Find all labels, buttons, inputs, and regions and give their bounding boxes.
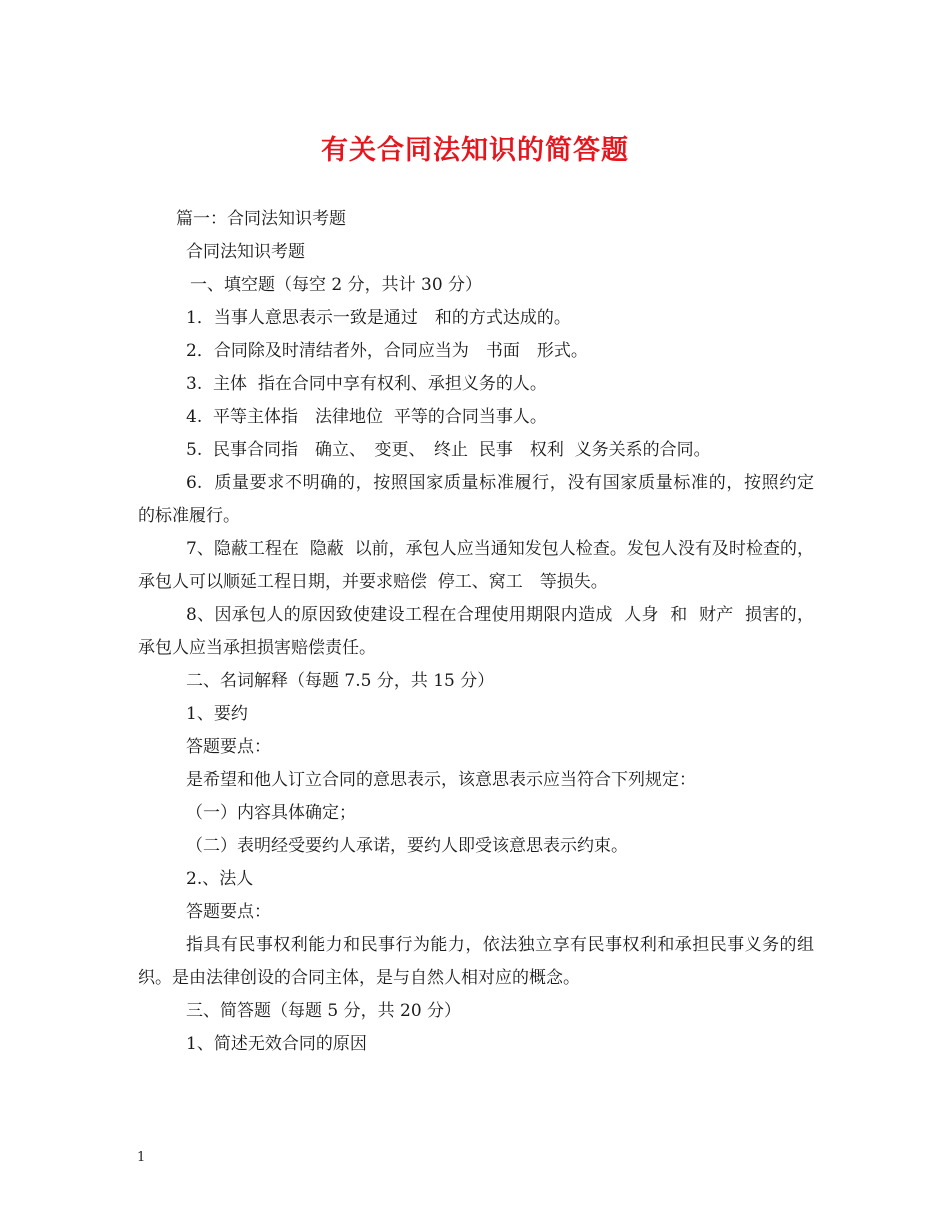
question-item: 6. 质量要求不明确的，按照国家质量标准履行，没有国家质量标准的，按照约定 的标准履行。 — [138, 473, 831, 526]
answer-text: 指具有民事权利能力和民事行为能力，依法独立享有民事权利和承担民事义务的组织。是由法律创设的合同主体，是与自然人相对应的概念。 — [138, 935, 814, 988]
term-heading: 1、要约 — [186, 704, 248, 724]
section-heading: 二、名词解释（每题 7.5 分，共 15 分） — [186, 671, 495, 691]
question-item: 4. 平等主体指 法律地位 平等的合同当事人。 — [186, 407, 547, 427]
page-number: 1 — [137, 1150, 146, 1165]
document-body — [138, 203, 831, 1061]
section-heading: 篇一：合同法知识考题 — [176, 209, 346, 229]
question-item: 1．当事人意思表示一致是通过 和的方式达成的。 — [186, 308, 571, 328]
question-item: 7、隐蔽工程在 隐蔽 以前，承包人应当通知发包人检查。发包人没有及时检查的，承包人可以顺延工程日期，并要求赔偿 停工、窝工 等损失。 — [138, 539, 814, 592]
term-heading: 2.、法人 — [186, 869, 254, 889]
question-item: 2．合同除及时清结者外，合同应当为 书面 形式。 — [186, 341, 588, 361]
answer-text: （二）表明经受要约人承诺，要约人即受该意思表示约束。 — [186, 836, 628, 856]
answer-text: （一）内容具体确定； — [186, 803, 356, 823]
question-item: 3. 主体 指在合同中享有权利、承担义务的人。 — [186, 374, 547, 394]
answer-text: 是希望和他人订立合同的意思表示，该意思表示应当符合下列规定： — [186, 770, 696, 790]
answer-label: 答题要点： — [186, 902, 271, 922]
subtitle: 合同法知识考题 — [186, 242, 305, 262]
section-heading: 三、简答题（每题 5 分，共 20 分） — [186, 1001, 462, 1021]
question-item: 8、因承包人的原因致使建设工程在合理使用期限内造成 人身 和 财产 损害的，承包人应当承担损害赔偿责任。 — [138, 605, 814, 658]
section-heading: 一、填空题（每空 2 分，共计 30 分） — [190, 275, 483, 295]
question-item: 5. 民事合同指 确立、 变更、 终止 民事 权利 义务关系的合同。 — [186, 440, 711, 460]
question-item: 1、简述无效合同的原因 — [186, 1034, 367, 1054]
document-title: 有关合同法知识的简答题 — [321, 135, 629, 166]
answer-label: 答题要点： — [186, 737, 271, 757]
